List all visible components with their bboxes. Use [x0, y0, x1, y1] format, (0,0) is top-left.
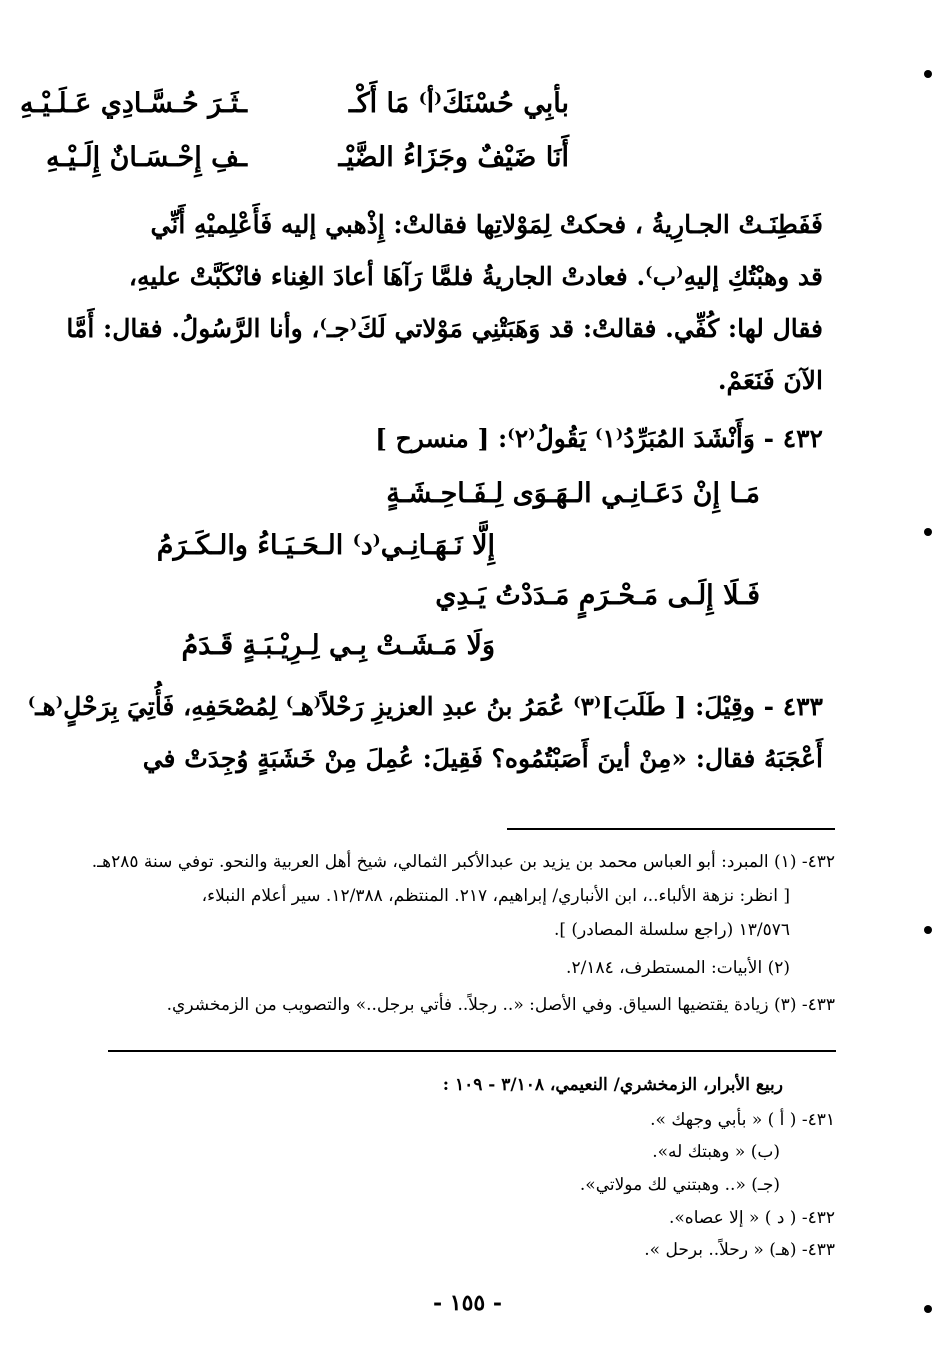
verse2-hemistich-right: أَنَا ضَيْفٌ وجَزَاءُ الضَّيْـ: [338, 142, 569, 173]
variant-432-d: ٤٣٢- ( د ) « إلا عصاه».: [668, 1208, 835, 1228]
footnote-432-1-cont-1: [ انظر: نزهة الألباء..، ابن الأنباري/ إبراهيم، ٢١٧. المنتظم، ١٢/٣٨٨. سير أعلام النبلاء،: [201, 886, 790, 906]
verse1-hemistich-right: بأبِي حُسْنَكَ⁽أ⁾ مَا أَكْـ: [348, 88, 569, 119]
entry-432-intro: ٤٣٢ - وَأَنْشَدَ المُبَرِّدُ⁽١⁾ يَقُولُ⁽٢⁾: [ منسرح ]: [375, 424, 823, 453]
scan-mark-middle: [924, 528, 932, 536]
footnote-433-3: ٤٣٣- (٣) زيادة يقتضيها السياق. وفي الأصل: «.. رجلاً.. فأتي برجل..» والتصويب من الزمخشري.: [166, 995, 835, 1015]
entry-432-verse-4: وَلَا مَـشَـتْ بِـي لِـرِيْـبَـةٍ قَـدَمُ: [181, 630, 495, 661]
entry-433-line-2: أَعْجَبَهُ فقال: «مِنْ أينَ أَصَبْتُمُوه؟ فَقِيلَ: عُمِلَ مِنْ خَشَبَةٍ وُجِدَتْ في: [142, 744, 823, 773]
variant-431-c: (جـ) «.. وهبتني لك مولاتي».: [579, 1175, 780, 1195]
section-separator: [108, 1050, 836, 1052]
prose-line-4: الآنَ فَنَعَمْ.: [717, 366, 823, 395]
page-number: - ١٥٥ -: [432, 1290, 503, 1316]
footnote-separator: [507, 828, 835, 830]
entry-432-verse-1: مَـا إِنْ دَعَـانِـي الـهَـوَى لِـفَـاحِـشَـةٍ: [386, 478, 760, 509]
variant-433-h: ٤٣٣- (هـ) « رحلاً.. برحل ».: [644, 1240, 835, 1260]
prose-line-3: فقال لها: كُفِّي. فقالتْ: قد وَهَبَتْنِي مَوْلاتي لَكَ⁽جـ⁾، وأنا الرَّسُولُ. فقال: أَمَّا: [66, 314, 823, 343]
footnote-432-2: (٢) الأبيات: المستطرف، ٢/١٨٤.: [566, 958, 790, 978]
entry-432-verse-2: إِلَّا نَـهَـانِـي⁽د⁾ الـحَـيَـاءُ والـكَـرَمُ: [156, 530, 495, 561]
entry-433-line-1: ٤٣٣ - وقِيْلَ: [ طَلَبَ]⁽٣⁾ عُمَرُ بنُ عبدِ العزيزِ رَحْلاً⁽هـ⁾ لِمُصْحَفِهِ، فَأُتِيَ بِرَحْلٍ⁽هـ⁾: [27, 692, 823, 721]
variants-source: ربيع الأبرار، الزمخشري/ النعيمي، ٣/١٠٨ - ١٠٩ :: [442, 1075, 783, 1095]
prose-line-2: قد وهبْتُكِ إليهِ⁽ب⁾. فعادتْ الجاريةُ فلمَّا رَآهَا أعادَ الغِناء فانْكَبَّتْ عليهِ،: [128, 262, 823, 291]
variant-431-b: (ب) « وهبتك له».: [652, 1142, 780, 1162]
variant-431-a: ٤٣١- ( أ ) « بأبي وجهك ».: [650, 1110, 835, 1130]
entry-432-verse-3: فَـلَا إِلَـى مَـحْـرَمٍ مَـدَدْتُ يَـدِي: [435, 580, 760, 611]
verse1-hemistich-left: ـثَـرَ حُـسَّـادِي عَـلَـيْـهِ: [19, 88, 247, 119]
prose-line-1: فَفَطِنَـتْ الجـارِيةُ ، فحكتْ لِمَوْلاتِها فقالتْ: إِذْهبي إليه فَأَعْلِميْهِ أَنِّي: [150, 210, 823, 239]
scan-mark-lower: [924, 926, 932, 934]
footnote-432-1-cont-2: ١٣/٥٧٦ (راجع سلسلة المصادر) ].: [553, 920, 790, 940]
footnote-432-1: ٤٣٢- (١) المبرد: أبو العباس محمد بن يزيد بن عبدالأكبر الثمالي، شيخ أهل العربية والنحو. توفي سنة ٢٨٥هـ.: [91, 852, 835, 872]
verse2-hemistich-left: ـفِ إِحْـسَـانٌ إِلَـيْـهِ: [46, 142, 247, 173]
scan-mark-top: [924, 70, 932, 78]
scan-mark-bottom: [924, 1305, 932, 1313]
